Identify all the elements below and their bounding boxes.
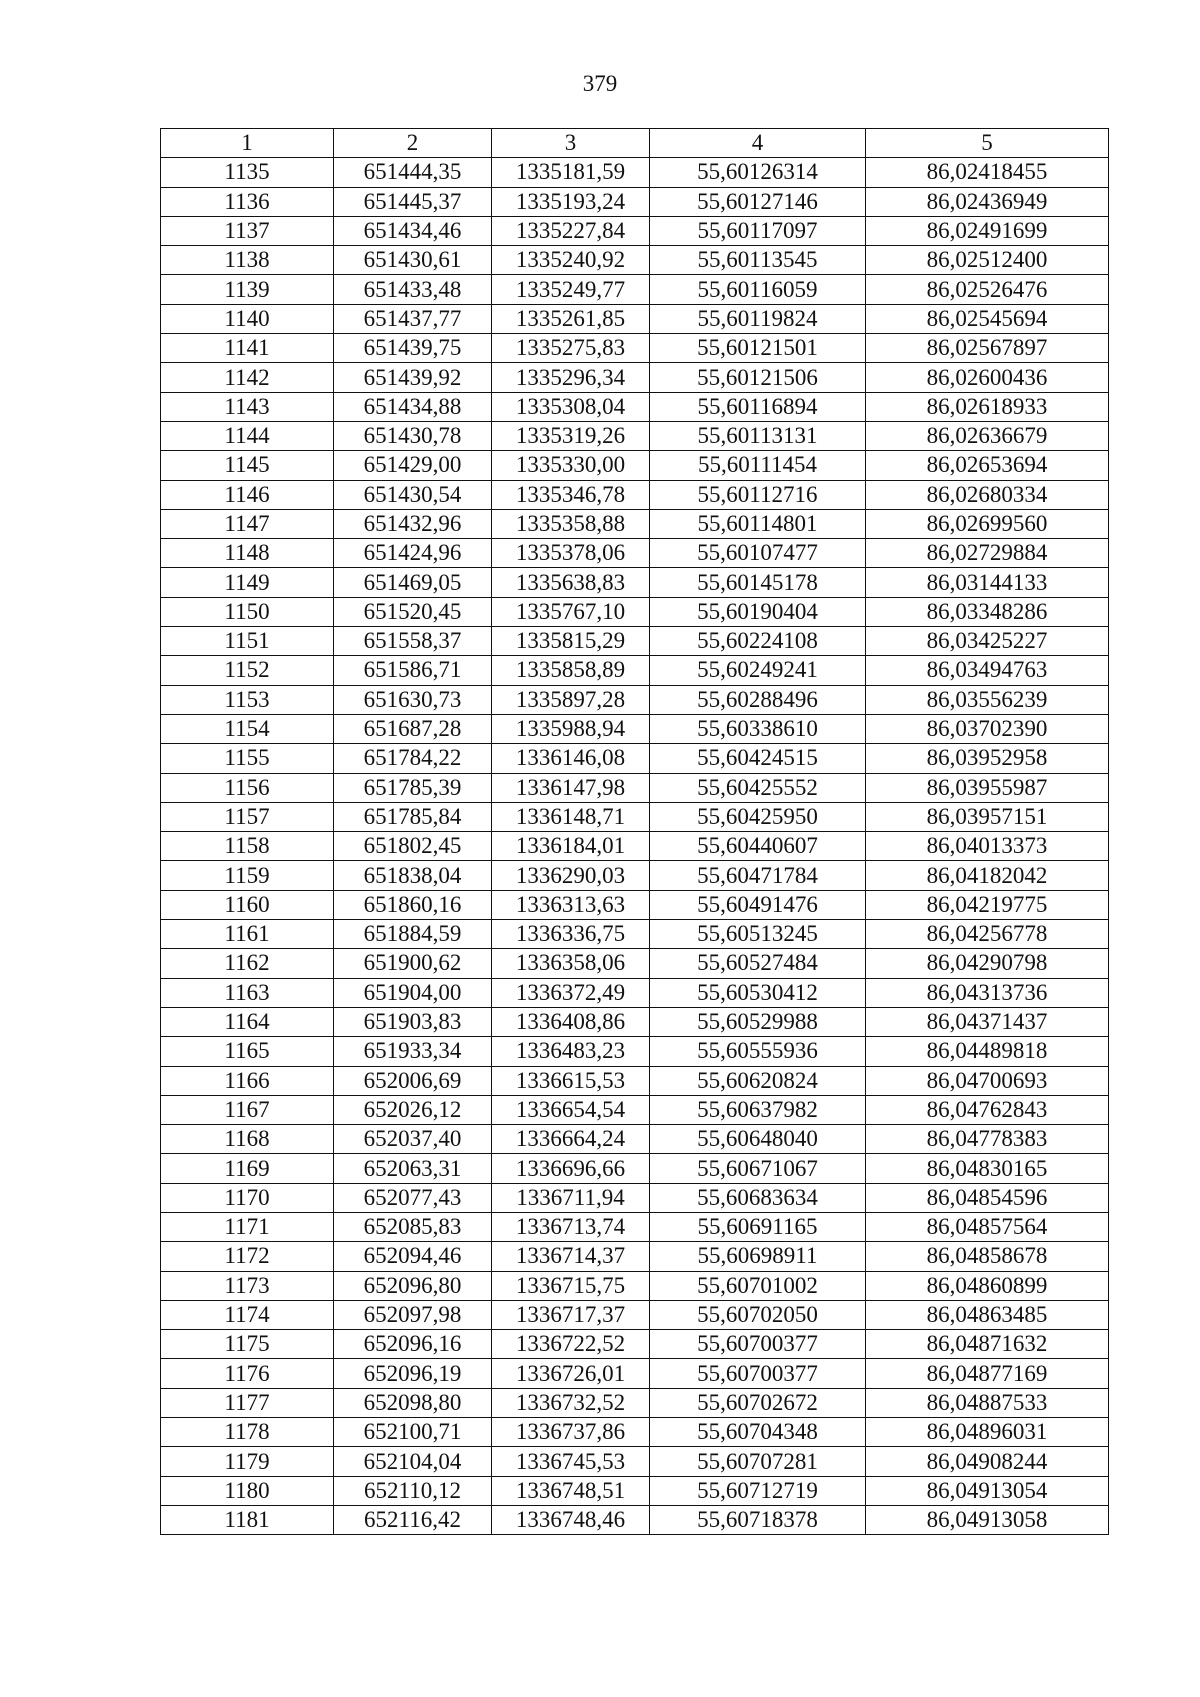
y-coordinate-cell: 1336408,86 (492, 1007, 650, 1036)
x-coordinate-cell: 651884,59 (334, 920, 492, 949)
y-coordinate-cell: 1335319,26 (492, 421, 650, 450)
y-coordinate-cell: 1336737,86 (492, 1418, 650, 1447)
latitude-cell: 55,60288496 (650, 685, 866, 714)
y-coordinate-cell: 1335193,24 (492, 187, 650, 216)
x-coordinate-cell: 652110,12 (334, 1476, 492, 1505)
table-row (161, 1125, 1109, 1154)
y-coordinate-cell: 1335988,94 (492, 714, 650, 743)
latitude-cell: 55,60702050 (650, 1300, 866, 1329)
longitude-cell: 86,03425227 (866, 627, 1109, 656)
latitude-cell: 55,60112716 (650, 480, 866, 509)
longitude-cell: 86,03556239 (866, 685, 1109, 714)
longitude-cell: 86,02512400 (866, 246, 1109, 275)
longitude-cell: 86,03144133 (866, 568, 1109, 597)
latitude-cell: 55,60121501 (650, 334, 866, 363)
latitude-cell: 55,60338610 (650, 714, 866, 743)
table-row (161, 597, 1109, 626)
table-row (161, 509, 1109, 538)
latitude-cell: 55,60691165 (650, 1212, 866, 1241)
point-number-cell: 1169 (161, 1154, 334, 1183)
y-coordinate-cell: 1335815,29 (492, 627, 650, 656)
x-coordinate-cell: 651434,46 (334, 216, 492, 245)
point-number-cell: 1178 (161, 1418, 334, 1447)
point-number-cell: 1157 (161, 802, 334, 831)
table-row (161, 568, 1109, 597)
x-coordinate-cell: 651904,00 (334, 978, 492, 1007)
point-number-cell: 1172 (161, 1242, 334, 1271)
latitude-cell: 55,60425552 (650, 773, 866, 802)
longitude-cell: 86,04830165 (866, 1154, 1109, 1183)
y-coordinate-cell: 1335638,83 (492, 568, 650, 597)
x-coordinate-cell: 651429,00 (334, 451, 492, 480)
x-coordinate-cell: 651430,61 (334, 246, 492, 275)
y-coordinate-cell: 1335227,84 (492, 216, 650, 245)
longitude-cell: 86,04857564 (866, 1212, 1109, 1241)
longitude-cell: 86,04182042 (866, 861, 1109, 890)
latitude-cell: 55,60190404 (650, 597, 866, 626)
latitude-cell: 55,60491476 (650, 890, 866, 919)
table-row (161, 802, 1109, 831)
y-coordinate-cell: 1335767,10 (492, 597, 650, 626)
column-header: 2 (334, 129, 492, 158)
x-coordinate-cell: 651838,04 (334, 861, 492, 890)
y-coordinate-cell: 1336372,49 (492, 978, 650, 1007)
page-number: 379 (582, 71, 618, 96)
point-number-cell: 1175 (161, 1330, 334, 1359)
point-number-cell: 1160 (161, 890, 334, 919)
y-coordinate-cell: 1336714,37 (492, 1242, 650, 1271)
table-row (161, 1476, 1109, 1505)
x-coordinate-cell: 651444,35 (334, 158, 492, 187)
y-coordinate-cell: 1336748,51 (492, 1476, 650, 1505)
point-number-cell: 1147 (161, 509, 334, 538)
x-coordinate-cell: 651445,37 (334, 187, 492, 216)
point-number-cell: 1173 (161, 1271, 334, 1300)
table-row (161, 1359, 1109, 1388)
y-coordinate-cell: 1336146,08 (492, 744, 650, 773)
point-number-cell: 1156 (161, 773, 334, 802)
longitude-cell: 86,02545694 (866, 304, 1109, 333)
y-coordinate-cell: 1335378,06 (492, 539, 650, 568)
longitude-cell: 86,04860899 (866, 1271, 1109, 1300)
longitude-cell: 86,03955987 (866, 773, 1109, 802)
point-number-cell: 1181 (161, 1505, 334, 1534)
longitude-cell: 86,04908244 (866, 1447, 1109, 1476)
y-coordinate-cell: 1336748,46 (492, 1505, 650, 1534)
point-number-cell: 1150 (161, 597, 334, 626)
y-coordinate-cell: 1336148,71 (492, 802, 650, 831)
longitude-cell: 86,02491699 (866, 216, 1109, 245)
latitude-cell: 55,60712719 (650, 1476, 866, 1505)
y-coordinate-cell: 1336147,98 (492, 773, 650, 802)
x-coordinate-cell: 652063,31 (334, 1154, 492, 1183)
column-header: 4 (650, 129, 866, 158)
y-coordinate-cell: 1335249,77 (492, 275, 650, 304)
x-coordinate-cell: 651432,96 (334, 509, 492, 538)
point-number-cell: 1171 (161, 1212, 334, 1241)
y-coordinate-cell: 1335275,83 (492, 334, 650, 363)
x-coordinate-cell: 651785,39 (334, 773, 492, 802)
table-row (161, 627, 1109, 656)
longitude-cell: 86,02680334 (866, 480, 1109, 509)
latitude-cell: 55,60530412 (650, 978, 866, 1007)
latitude-cell: 55,60718378 (650, 1505, 866, 1534)
latitude-cell: 55,60249241 (650, 656, 866, 685)
point-number-cell: 1158 (161, 832, 334, 861)
x-coordinate-cell: 651687,28 (334, 714, 492, 743)
latitude-cell: 55,60704348 (650, 1418, 866, 1447)
point-number-cell: 1141 (161, 334, 334, 363)
point-number-cell: 1143 (161, 392, 334, 421)
x-coordinate-cell: 651424,96 (334, 539, 492, 568)
longitude-cell: 86,02567897 (866, 334, 1109, 363)
point-number-cell: 1166 (161, 1066, 334, 1095)
longitude-cell: 86,02699560 (866, 509, 1109, 538)
y-coordinate-cell: 1336290,03 (492, 861, 650, 890)
y-coordinate-cell: 1336711,94 (492, 1183, 650, 1212)
point-number-cell: 1152 (161, 656, 334, 685)
longitude-cell: 86,03348286 (866, 597, 1109, 626)
longitude-cell: 86,02436949 (866, 187, 1109, 216)
y-coordinate-cell: 1335296,34 (492, 363, 650, 392)
latitude-cell: 55,60529988 (650, 1007, 866, 1036)
table-row (161, 187, 1109, 216)
x-coordinate-cell: 651785,84 (334, 802, 492, 831)
header-row (161, 129, 1109, 158)
latitude-cell: 55,60116059 (650, 275, 866, 304)
table-row (161, 1037, 1109, 1066)
table-row (161, 1271, 1109, 1300)
latitude-cell: 55,60145178 (650, 568, 866, 597)
table-row (161, 216, 1109, 245)
latitude-cell: 55,60424515 (650, 744, 866, 773)
x-coordinate-cell: 652116,42 (334, 1505, 492, 1534)
x-coordinate-cell: 651860,16 (334, 890, 492, 919)
table-row (161, 304, 1109, 333)
point-number-cell: 1179 (161, 1447, 334, 1476)
longitude-cell: 86,04700693 (866, 1066, 1109, 1095)
table-row (161, 1183, 1109, 1212)
longitude-cell: 86,03952958 (866, 744, 1109, 773)
latitude-cell: 55,60440607 (650, 832, 866, 861)
latitude-cell: 55,60126314 (650, 158, 866, 187)
point-number-cell: 1144 (161, 421, 334, 450)
y-coordinate-cell: 1336715,75 (492, 1271, 650, 1300)
longitude-cell: 86,04896031 (866, 1418, 1109, 1447)
y-coordinate-cell: 1335358,88 (492, 509, 650, 538)
table-row (161, 832, 1109, 861)
latitude-cell: 55,60121506 (650, 363, 866, 392)
longitude-cell: 86,04219775 (866, 890, 1109, 919)
longitude-cell: 86,04313736 (866, 978, 1109, 1007)
column-header: 3 (492, 129, 650, 158)
point-number-cell: 1162 (161, 949, 334, 978)
y-coordinate-cell: 1336722,52 (492, 1330, 650, 1359)
table-row (161, 1007, 1109, 1036)
longitude-cell: 86,02729884 (866, 539, 1109, 568)
longitude-cell: 86,04877169 (866, 1359, 1109, 1388)
x-coordinate-cell: 651430,78 (334, 421, 492, 450)
latitude-cell: 55,60113545 (650, 246, 866, 275)
point-number-cell: 1167 (161, 1095, 334, 1124)
x-coordinate-cell: 651558,37 (334, 627, 492, 656)
table-row (161, 421, 1109, 450)
latitude-cell: 55,60620824 (650, 1066, 866, 1095)
column-header: 5 (866, 129, 1109, 158)
latitude-cell: 55,60683634 (650, 1183, 866, 1212)
point-number-cell: 1149 (161, 568, 334, 597)
x-coordinate-cell: 652094,46 (334, 1242, 492, 1271)
x-coordinate-cell: 652077,43 (334, 1183, 492, 1212)
y-coordinate-cell: 1335261,85 (492, 304, 650, 333)
point-number-cell: 1165 (161, 1037, 334, 1066)
latitude-cell: 55,60671067 (650, 1154, 866, 1183)
longitude-cell: 86,04854596 (866, 1183, 1109, 1212)
table-row (161, 656, 1109, 685)
column-header: 1 (161, 129, 334, 158)
table-row (161, 861, 1109, 890)
x-coordinate-cell: 652026,12 (334, 1095, 492, 1124)
point-number-cell: 1164 (161, 1007, 334, 1036)
latitude-cell: 55,60117097 (650, 216, 866, 245)
y-coordinate-cell: 1336483,23 (492, 1037, 650, 1066)
longitude-cell: 86,03957151 (866, 802, 1109, 831)
latitude-cell: 55,60113131 (650, 421, 866, 450)
point-number-cell: 1140 (161, 304, 334, 333)
table-row (161, 1388, 1109, 1417)
x-coordinate-cell: 651437,77 (334, 304, 492, 333)
y-coordinate-cell: 1335240,92 (492, 246, 650, 275)
x-coordinate-cell: 652097,98 (334, 1300, 492, 1329)
point-number-cell: 1136 (161, 187, 334, 216)
x-coordinate-cell: 651430,54 (334, 480, 492, 509)
x-coordinate-cell: 651433,48 (334, 275, 492, 304)
point-number-cell: 1177 (161, 1388, 334, 1417)
y-coordinate-cell: 1336732,52 (492, 1388, 650, 1417)
point-number-cell: 1155 (161, 744, 334, 773)
x-coordinate-cell: 652037,40 (334, 1125, 492, 1154)
longitude-cell: 86,02636679 (866, 421, 1109, 450)
table-row (161, 978, 1109, 1007)
y-coordinate-cell: 1335897,28 (492, 685, 650, 714)
latitude-cell: 55,60555936 (650, 1037, 866, 1066)
y-coordinate-cell: 1336358,06 (492, 949, 650, 978)
table-row (161, 1505, 1109, 1534)
y-coordinate-cell: 1336713,74 (492, 1212, 650, 1241)
x-coordinate-cell: 651520,45 (334, 597, 492, 626)
y-coordinate-cell: 1336336,75 (492, 920, 650, 949)
point-number-cell: 1146 (161, 480, 334, 509)
y-coordinate-cell: 1336717,37 (492, 1300, 650, 1329)
table-body (161, 158, 1109, 1535)
table-row (161, 949, 1109, 978)
y-coordinate-cell: 1335181,59 (492, 158, 650, 187)
longitude-cell: 86,02653694 (866, 451, 1109, 480)
latitude-cell: 55,60513245 (650, 920, 866, 949)
y-coordinate-cell: 1336184,01 (492, 832, 650, 861)
table-row (161, 744, 1109, 773)
longitude-cell: 86,02618933 (866, 392, 1109, 421)
table-row (161, 363, 1109, 392)
latitude-cell: 55,60637982 (650, 1095, 866, 1124)
x-coordinate-cell: 652006,69 (334, 1066, 492, 1095)
table-row (161, 1330, 1109, 1359)
x-coordinate-cell: 651784,22 (334, 744, 492, 773)
latitude-cell: 55,60527484 (650, 949, 866, 978)
table-row (161, 539, 1109, 568)
longitude-cell: 86,04887533 (866, 1388, 1109, 1417)
x-coordinate-cell: 651630,73 (334, 685, 492, 714)
x-coordinate-cell: 651802,45 (334, 832, 492, 861)
longitude-cell: 86,04290798 (866, 949, 1109, 978)
point-number-cell: 1145 (161, 451, 334, 480)
longitude-cell: 86,02600436 (866, 363, 1109, 392)
table-row (161, 773, 1109, 802)
x-coordinate-cell: 652096,80 (334, 1271, 492, 1300)
point-number-cell: 1153 (161, 685, 334, 714)
latitude-cell: 55,60224108 (650, 627, 866, 656)
latitude-cell: 55,60119824 (650, 304, 866, 333)
table-row (161, 1300, 1109, 1329)
longitude-cell: 86,04489818 (866, 1037, 1109, 1066)
table-row (161, 1242, 1109, 1271)
longitude-cell: 86,04256778 (866, 920, 1109, 949)
y-coordinate-cell: 1336696,66 (492, 1154, 650, 1183)
y-coordinate-cell: 1336664,24 (492, 1125, 650, 1154)
point-number-cell: 1174 (161, 1300, 334, 1329)
x-coordinate-cell: 652085,83 (334, 1212, 492, 1241)
x-coordinate-cell: 651933,34 (334, 1037, 492, 1066)
point-number-cell: 1139 (161, 275, 334, 304)
table-row (161, 392, 1109, 421)
longitude-cell: 86,04762843 (866, 1095, 1109, 1124)
point-number-cell: 1142 (161, 363, 334, 392)
longitude-cell: 86,04863485 (866, 1300, 1109, 1329)
x-coordinate-cell: 652100,71 (334, 1418, 492, 1447)
latitude-cell: 55,60700377 (650, 1330, 866, 1359)
latitude-cell: 55,60700377 (650, 1359, 866, 1388)
x-coordinate-cell: 651434,88 (334, 392, 492, 421)
latitude-cell: 55,60114801 (650, 509, 866, 538)
table-row (161, 1154, 1109, 1183)
x-coordinate-cell: 651586,71 (334, 656, 492, 685)
point-number-cell: 1135 (161, 158, 334, 187)
latitude-cell: 55,60698911 (650, 1242, 866, 1271)
y-coordinate-cell: 1336615,53 (492, 1066, 650, 1095)
point-number-cell: 1168 (161, 1125, 334, 1154)
point-number-cell: 1163 (161, 978, 334, 1007)
latitude-cell: 55,60111454 (650, 451, 866, 480)
point-number-cell: 1137 (161, 216, 334, 245)
longitude-cell: 86,04371437 (866, 1007, 1109, 1036)
longitude-cell: 86,02526476 (866, 275, 1109, 304)
table-row (161, 890, 1109, 919)
coordinates-table (160, 128, 1109, 1535)
latitude-cell: 55,60116894 (650, 392, 866, 421)
latitude-cell: 55,60702672 (650, 1388, 866, 1417)
latitude-cell: 55,60425950 (650, 802, 866, 831)
point-number-cell: 1176 (161, 1359, 334, 1388)
point-number-cell: 1161 (161, 920, 334, 949)
longitude-cell: 86,03494763 (866, 656, 1109, 685)
x-coordinate-cell: 652104,04 (334, 1447, 492, 1476)
x-coordinate-cell: 651469,05 (334, 568, 492, 597)
table-row (161, 334, 1109, 363)
point-number-cell: 1180 (161, 1476, 334, 1505)
longitude-cell: 86,04858678 (866, 1242, 1109, 1271)
latitude-cell: 55,60701002 (650, 1271, 866, 1300)
table-row (161, 1066, 1109, 1095)
table-header (161, 129, 1109, 158)
longitude-cell: 86,04871632 (866, 1330, 1109, 1359)
x-coordinate-cell: 651439,92 (334, 363, 492, 392)
longitude-cell: 86,04778383 (866, 1125, 1109, 1154)
x-coordinate-cell: 652098,80 (334, 1388, 492, 1417)
point-number-cell: 1138 (161, 246, 334, 275)
table-row (161, 158, 1109, 187)
y-coordinate-cell: 1335346,78 (492, 480, 650, 509)
y-coordinate-cell: 1336745,53 (492, 1447, 650, 1476)
y-coordinate-cell: 1336313,63 (492, 890, 650, 919)
latitude-cell: 55,60648040 (650, 1125, 866, 1154)
table-row (161, 1095, 1109, 1124)
y-coordinate-cell: 1336654,54 (492, 1095, 650, 1124)
latitude-cell: 55,60107477 (650, 539, 866, 568)
longitude-cell: 86,04913058 (866, 1505, 1109, 1534)
point-number-cell: 1148 (161, 539, 334, 568)
point-number-cell: 1154 (161, 714, 334, 743)
point-number-cell: 1159 (161, 861, 334, 890)
point-number-cell: 1151 (161, 627, 334, 656)
point-number-cell: 1170 (161, 1183, 334, 1212)
y-coordinate-cell: 1335308,04 (492, 392, 650, 421)
longitude-cell: 86,02418455 (866, 158, 1109, 187)
longitude-cell: 86,03702390 (866, 714, 1109, 743)
table-row (161, 685, 1109, 714)
x-coordinate-cell: 651900,62 (334, 949, 492, 978)
y-coordinate-cell: 1335330,00 (492, 451, 650, 480)
table-row (161, 714, 1109, 743)
x-coordinate-cell: 652096,16 (334, 1330, 492, 1359)
x-coordinate-cell: 651903,83 (334, 1007, 492, 1036)
latitude-cell: 55,60707281 (650, 1447, 866, 1476)
table-row (161, 246, 1109, 275)
latitude-cell: 55,60127146 (650, 187, 866, 216)
longitude-cell: 86,04013373 (866, 832, 1109, 861)
table-row (161, 1447, 1109, 1476)
table-row (161, 451, 1109, 480)
table-row (161, 275, 1109, 304)
table-row (161, 920, 1109, 949)
longitude-cell: 86,04913054 (866, 1476, 1109, 1505)
table-row (161, 480, 1109, 509)
x-coordinate-cell: 651439,75 (334, 334, 492, 363)
y-coordinate-cell: 1335858,89 (492, 656, 650, 685)
x-coordinate-cell: 652096,19 (334, 1359, 492, 1388)
y-coordinate-cell: 1336726,01 (492, 1359, 650, 1388)
table-row (161, 1212, 1109, 1241)
table-row (161, 1418, 1109, 1447)
latitude-cell: 55,60471784 (650, 861, 866, 890)
